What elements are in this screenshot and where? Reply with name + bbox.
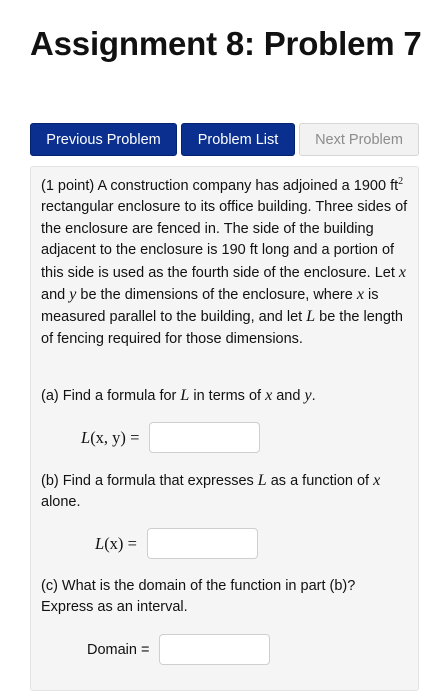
unit-exponent: 2 (398, 176, 404, 188)
part-a-answer-row (81, 422, 260, 453)
problem-nav (30, 123, 419, 156)
problem-statement: (1 point) A construction company has adjoined a 1900 $ft^2$ rectangular enclosure to its office building. Three sides of the enclosure are fenced in. The side of the building adjacent to the enclosure is 190 ft long and a portion of this side is used as the fourth side of the enclosure. Let x and y be the dimensions of the enclosure, where x is measured parallel to the building, and let L be the length of fencing required for those dimensions. (41, 176, 408, 347)
part-b-answer-row (95, 528, 258, 559)
part-b-question: (b) Find a formula that expresses L as a function of x alone. (41, 472, 381, 511)
unit-ft: ft (390, 178, 399, 194)
points-label: (1 point) (41, 178, 95, 194)
part-a-question: (a) Find a formula for L in terms of x and y. (41, 387, 316, 404)
problem-panel (30, 166, 419, 691)
next-problem-button[interactable]: Next Problem (299, 123, 419, 156)
part-c-answer-row (87, 634, 270, 665)
part-b-answer-input[interactable] (147, 528, 258, 559)
part-a-answer-input[interactable] (149, 422, 260, 453)
part-c-question: (c) What is the domain of the function in part (b)? Express as an interval. (41, 578, 356, 616)
domain-answer-input[interactable] (159, 634, 270, 665)
previous-problem-button[interactable]: Previous Problem (30, 123, 177, 156)
domain-label: Domain = (87, 641, 150, 658)
part-a-label: L(x, y) = (81, 427, 140, 447)
problem-list-button[interactable]: Problem List (181, 123, 295, 156)
page-title: Assignment 8: Problem 7 (30, 25, 422, 62)
part-b-label: L(x) = (95, 533, 137, 553)
